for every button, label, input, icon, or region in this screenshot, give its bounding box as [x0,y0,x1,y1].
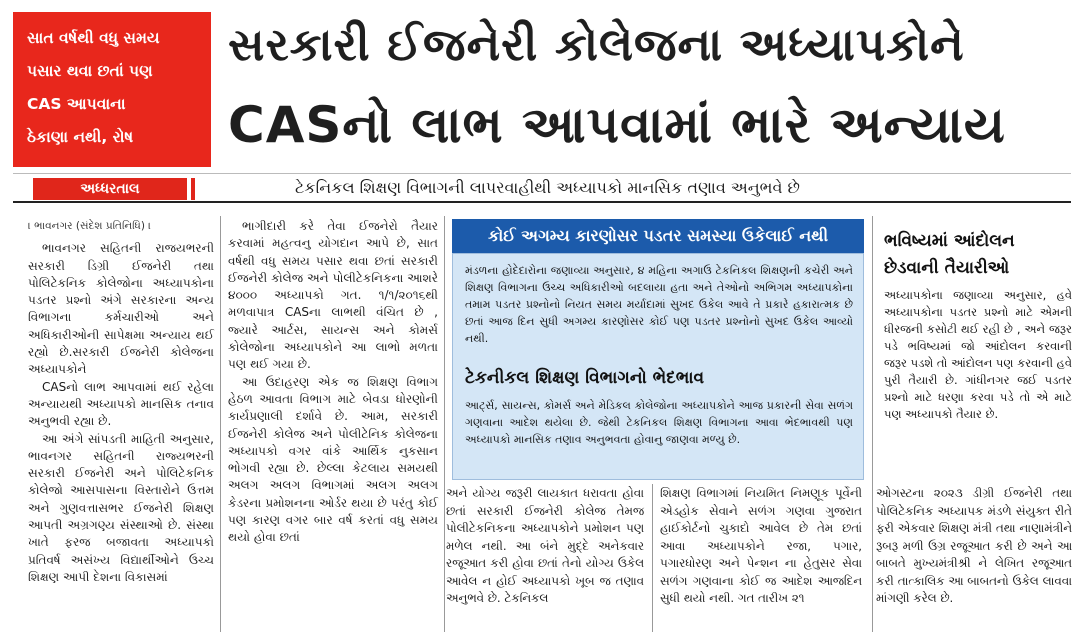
sidebar-title: ભવિષ્યમાં આંદોલન છેડવાની તૈયારીઓ [884,231,1015,278]
subheadline-bar [13,173,1071,203]
column-divider [220,216,221,632]
headline [222,8,1072,166]
kicker-line: ઠેકાણા નથી, રોષ [27,128,134,146]
kicker-box [13,12,211,167]
article-column-2 [228,218,438,547]
bottom-column-2: શિક્ષણ વિભાગમાં નિયમિત નિમણૂક પૂર્વેની એડહોક સેવાને સળંગ ગણવા ગુજરાત હાઈકોર્ટનો ચુકાદો આવેલ છે તેમ છતાં આવા અધ્યાપકોને રજા, પગાર, પગારધોરણ અને પેન્શન ના હેતુસર સેવા સળંગ ગણવાના કોઈ જ આદેશ આજદિન સુધી થયો નથી. ગત તારીખ ૨૧ [660,486,862,605]
kicker-line: પસાર થવા છતાં પણ [27,62,153,80]
kicker-line: સાત વર્ષથી વધુ સમય [27,29,160,47]
paragraph: ભાગીદારી કરે તેવા ઈજનેરો તૈયાર કરવામાં મહત્વનુ યોગદાન આપે છે, સાત વર્ષથી વધુ સમય પસાર થવા છતાં સરકારી ઈજનેરી કોલેજ અને પોલીટેકનિકના આશરે ૪૦૦૦ અધ્યાપકો ગત. ૧/૧/૨૦૧૬થી મળવાપાત્ર CASના લાભથી વંચિત છે , જ્યારે આર્ટસ, સાયન્સ અને કોમર્સ કોલેજોના અધ્યાપકોને આ લાભો મળતા પણ થઈ ગયા છે. [228,219,438,372]
box-heading: કોઈ અગમ્ય કારણોસર પડતર સમસ્યા ઉકેલાઈ નથી [452,219,864,253]
paragraph: આ ઉદાહરણ એક જ શિક્ષણ વિભાગ હેઠળ આવતા વિભાગ માટે બેવડા ધોરણોની કાર્યપ્રણાલી દર્શાવે છે. આમ, સરકારી ઈજનેરી કોલેજ અને પોલીટેનિક કોલેજના અધ્યાપકો વગર વાંકે આર્થિક નુકસાન ભોગવી રહ્યા છે. છેલ્લા કેટલાય સમયથી અલગ અલગ વિભાગમાં અલગ અલગ કેડરના પ્રમોશનના ઓર્ડર થયા છે પરંતુ કોઈ પણ કારણ વગર બાર વર્ષ કરતાં વધુ સમય થયો હોવા છતાં [228,374,438,545]
headline-line-1: સરકારી ઈજનેરી કોલેજના અધ્યાપકોને [228,18,965,71]
paragraph: CASનો લાભ આપવામાં થઈ રહેલા અન્યાયથી અધ્યાપકો માનસિક તનાવ અનુભવી રહ્યા છે. [28,379,214,429]
sidebar-text: અધ્યાપકોના જણાવ્યા અનુસાર, હવે અધ્યાપકોના પડતર પ્રશ્નો માટે એમની ધીરજની કસોટી થઈ રહી છે , અને જરૂર પડે ભવિષ્યમાં જો આંદોલન કરવાની જરૂર પડશે તો આંદોલન પણ કરવાની હવે પુરી તૈયારી છે. ગાંધીનગર જઈ પડતર પ્રશ્નો માટે ધરણા કરવા પડે તો એ માટે પણ અધ્યાપકો તૈયાર છે. [884,288,1072,421]
highlight-box [452,253,864,480]
kicker-line: CAS આપવાના [27,95,126,113]
column-divider [652,484,653,632]
box-text: આર્ટ્સ, સાયન્સ, કોમર્સ અને મેડિકલ કોલેજોના અધ્યાપકોને આજ પ્રકારની સેવા સળંગ ગણવાના આદેશ થયેલા છે. જેથી ટેકનિકલ શિક્ષણ વિભાગના આવા ભેદભાવથી પણ અધ્યાપકો માનસિક તણાવ અનુભવતા હોવાનુ જાણવા મળ્યુ છે. [465,399,853,446]
byline: । ભાવનગર (સંદેશ પ્રતિનિધિ) । [28,220,152,232]
paragraph: આ અંગે સાંપડતી માહિતી અનુસાર, ભાવનગર સહિતની રાજ્યભરની સરકારી ઈજનેરી અને પોલિટેકનિક કોલેજો આસપાસના વિસ્તારોને ઉત્તમ અને ગુણવત્તાસભર ઈજનેરી શિક્ષણ આપતી અગ્રગણ્ય સંસ્થાઓ છે. સંસ્થા ખાતે ફરજ બજાવતા અધ્યાપકો પ્રતિવર્ષ અસંખ્ય વિદ્યાર્થીઓને ઉચ્ચ શિક્ષણ આપી દેશના વિકાસમાં [28,431,214,584]
section-tag: અધ્ધરતાલ [33,178,187,200]
bottom-column-3: ઓગસ્ટના ૨૦૨૩ ડીગ્રી ઈજનેરી તથા પોલિટેકનિક અધ્યાપક મંડળે સંયુક્ત રીતે ફરી એકવાર શિક્ષણ મંત્રી તથા નાણામંત્રીને રૂબરૂ મળી ઉગ્ર રજૂઆત કરી છે અને આ બાબતે મુખ્યમંત્રીશ્રી ને લેખિત રજૂઆત કરી તાત્કાલિક આ બાબતનો ઉકેલ લાવવા માંગણી કરેલ છે. [876,486,1072,605]
paragraph: ભાવનગર સહિતની રાજયભરની સરકારી ડિગ્રી ઈજનેરી તથા પોલિટેકનિક કોલેજોના અધ્યાપકોના પડતર પ્રશ્નો અંગે સરકારના અન્ય વિભાગના કર્મચારીઓ અને અધિકારીઓની સાપેક્ષમા અન્યાય થઈ રહ્યો છે.સરકારી ઈજનેરી કોલેજના અધ્યાપકોને [28,241,214,377]
deck-headline: ટેકનિકલ શિક્ષણ વિભાગની લાપરવાહીથી અધ્યાપકો માનસિક તણાવ અનુભવે છે [295,178,800,197]
headline-line-2: CASનો લાભ આપવામાં ભારે અન્યાય [228,96,1006,154]
article-column-1 [28,218,214,586]
bottom-column-1: અને યોગ્ય જરૂરી લાયકાત ધરાવતા હોવા છતાં સરકારી ઈજનેરી કોલેજ તેમજ પોલીટેકનિકના અધ્યાપકોને પ્રમોશન પણ મળેલ નથી. આ બંને મુદ્દે અનેકવાર રજૂઆત કરી હોવા છતાં તેનો યોગ્ય ઉકેલ આવેલ ન હોઈ અધ્યાપકો ખૂબ જ તણાવ અનુભવે છે. ટેકનિકલ [446,486,644,605]
column-divider [872,216,873,632]
column-divider [444,216,445,632]
box-subheading: ટેકનીકલ શિક્ષણ વિભાગનો ભેદભાવ [465,368,705,388]
box-text: મંડળના હોદેદારોના જણાવ્યા અનુસાર, ૪ મહિના અગાઉ ટેકનિકલ શિક્ષણની કચેરી અને શિક્ષણ વિભાગના ઉચ્ચ અધિકારીઓ બદલાયા હતા અને તેઓનો અભિગમ અધ્યાપકોના તમામ પડતર પ્રશ્નોનો નિયત સમય મર્યાદામાં સુખદ ઉકેલ આવે તે પ્રકારે હકારાત્મક છે છતાં આજ દિન સુધી અગમ્ય કારણોસર કોઈ પણ પડતર પ્રશ્નોનો સુખદ ઉકેલ આવ્યો નથી. [465,264,853,345]
